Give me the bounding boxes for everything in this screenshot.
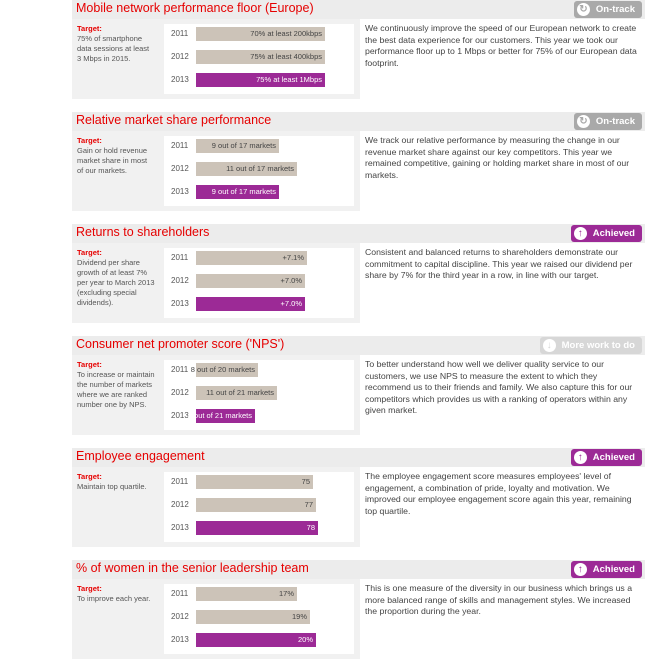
bar: [190, 363, 258, 377]
bar-label: 77: [304, 500, 313, 509]
bar-row: [164, 587, 354, 601]
status-badge: [574, 113, 642, 130]
year-label: 2011: [171, 141, 189, 150]
bar-label: 78: [306, 523, 315, 532]
target-panel: [72, 579, 360, 659]
bar-label: 11 out of 17 markets: [226, 164, 294, 173]
arrow-up-icon: ↑: [574, 563, 587, 576]
bar: [196, 610, 310, 624]
target-value: Maintain top quartile.: [77, 482, 147, 491]
bar: [196, 139, 279, 153]
bar-label: 17%: [278, 589, 294, 598]
target-text: [77, 584, 155, 604]
year-label: 2012: [171, 164, 189, 173]
target-panel: [72, 131, 360, 211]
target-label: Target:: [77, 136, 102, 145]
bar-label: 75% at least 400kbps: [250, 52, 322, 61]
section-header: [72, 224, 645, 243]
year-label: 2012: [171, 276, 189, 285]
section-description: The employee engagement score measures employees' level of engagement, a combination of pride, loyalty and motivation. We improved our employee engagement score again this year, remaining top quartile.: [365, 471, 632, 516]
kpi-section: [72, 336, 645, 438]
target-value: 75% of smartphone data sessions at least 3 Mbps in 2015.: [77, 34, 150, 63]
bar-label: 9 out of 17 markets: [211, 141, 276, 150]
bar-row: [164, 297, 354, 311]
status-label: More work to do: [561, 340, 635, 351]
bar: [196, 297, 305, 311]
section-title: Consumer net promoter score ('NPS'): [76, 337, 285, 351]
bar-row: [164, 185, 354, 199]
bar-chart: [164, 24, 354, 94]
bar-row: [164, 139, 354, 153]
bar-row: [164, 633, 354, 647]
target-label: Target:: [77, 360, 102, 369]
bar-row: [164, 498, 354, 512]
bar-row: [164, 475, 354, 489]
year-label: 2011: [171, 589, 189, 598]
year-label: 2012: [171, 500, 189, 509]
bar: [196, 274, 305, 288]
section-description: Consistent and balanced returns to shareholders demonstrate our commitment to capital discipline. This year we raised our dividend per share by 7% for the third year in a row, in line with our target.: [365, 247, 633, 280]
section-title: % of women in the senior leadership team: [76, 561, 309, 575]
target-value: To improve each year.: [77, 594, 151, 603]
status-badge: [540, 337, 642, 354]
target-panel: [72, 243, 360, 323]
bar: [196, 185, 279, 199]
bar: [196, 251, 307, 265]
target-text: [77, 136, 155, 176]
target-value: Gain or hold revenue market share in most of our markets.: [77, 146, 148, 175]
bar-label: +7.1%: [282, 253, 304, 262]
target-text: [77, 472, 155, 492]
bar-chart: [164, 472, 354, 542]
arrow-down-icon: ↓: [543, 339, 556, 352]
target-label: Target:: [77, 584, 102, 593]
section-description: We continuously improve the speed of our European network to create the best data experience for our customers. This year we took our performance floor up to 1 Mbps or better for 75% of our European data footprint.: [365, 23, 637, 68]
bar-row: [164, 386, 354, 400]
year-label: 2012: [171, 52, 189, 61]
target-panel: [72, 355, 360, 435]
bar-chart: [164, 248, 354, 318]
bar-label: 9 out of 17 markets: [211, 187, 276, 196]
status-label: Achieved: [592, 452, 635, 463]
section-header: [72, 0, 645, 19]
bar-row: [164, 162, 354, 176]
arrow-up-icon: ↑: [574, 227, 587, 240]
bar-row: [164, 521, 354, 535]
section-description: This is one measure of the diversity in our business which brings us a more balanced range of skills and management styles. We increased the proportion during the year.: [365, 583, 633, 616]
status-badge: [574, 1, 642, 18]
year-label: 2011: [171, 477, 189, 486]
bar-row: [164, 27, 354, 41]
bar: [196, 386, 277, 400]
kpi-section: [72, 112, 645, 214]
bar: [196, 50, 325, 64]
target-panel: [72, 467, 360, 547]
year-label: 2013: [171, 523, 189, 532]
section-title: Mobile network performance floor (Europe): [76, 1, 314, 15]
bar-chart: [164, 360, 354, 430]
bar-label: +7.0%: [280, 299, 302, 308]
kpi-section: [72, 448, 645, 550]
status-label: Achieved: [592, 564, 635, 575]
status-label: On-track: [595, 4, 635, 15]
status-label: Achieved: [592, 228, 635, 239]
bar-label: 75% at least 1Mbps: [256, 75, 322, 84]
target-panel: [72, 19, 360, 99]
bar-row: [164, 73, 354, 87]
section-header: [72, 336, 645, 355]
bar: [196, 73, 325, 87]
year-label: 2011: [171, 253, 189, 262]
bar: [187, 409, 255, 423]
section-title: Returns to shareholders: [76, 225, 210, 239]
bar-row: [164, 610, 354, 624]
target-value: Dividend per share growth of at least 7% per year to March 2013 (excluding special dividends).: [77, 258, 155, 307]
bar-label: 20%: [297, 635, 313, 644]
year-label: 2011: [171, 29, 189, 38]
bar-row: [164, 50, 354, 64]
year-label: 2011: [171, 365, 189, 374]
section-title: Employee engagement: [76, 449, 205, 463]
target-text: [77, 24, 155, 64]
arrow-up-icon: ↑: [574, 451, 587, 464]
bar-row: [164, 274, 354, 288]
section-description: We track our relative performance by measuring the change in our revenue market share against our key competitors. This year we remained competitive, gaining or holding market share in most of our markets.: [365, 135, 630, 180]
bar-label: +7.0%: [280, 276, 302, 285]
status-badge: [571, 561, 642, 578]
status-label: On-track: [595, 116, 635, 127]
target-text: [77, 248, 155, 308]
year-label: 2013: [171, 299, 189, 308]
refresh-icon: ↻: [577, 115, 590, 128]
target-text: [77, 360, 155, 410]
bar-label: 75: [301, 477, 310, 486]
year-label: 2013: [171, 635, 189, 644]
bar: [196, 162, 297, 176]
year-label: 2013: [171, 75, 189, 84]
section-title: Relative market share performance: [76, 113, 272, 127]
status-badge: [571, 225, 642, 242]
year-label: 2013: [171, 187, 189, 196]
section-header: [72, 112, 645, 131]
section-description: To better understand how well we deliver quality service to our customers, we use NPS to measure the extent to which they recommend us to their friends and family. We also capture this for our competitors which provides us with a ranking of operators within any given market.: [365, 359, 633, 415]
kpi-section: [72, 224, 645, 326]
kpi-section: [72, 0, 645, 102]
year-label: 2012: [171, 388, 189, 397]
bar: [196, 27, 325, 41]
bar: [196, 521, 318, 535]
bar-row: [164, 251, 354, 265]
year-label: 2013: [171, 411, 189, 420]
bar-row: [164, 409, 354, 423]
bar-label: 19%: [291, 612, 307, 621]
bar: [196, 498, 316, 512]
bar-label: 70% at least 200kbps: [250, 29, 322, 38]
section-header: [72, 560, 645, 579]
bar-chart: [164, 584, 354, 654]
bar-chart: [164, 136, 354, 206]
bar-label: 8 out of 20 markets: [190, 365, 255, 374]
bar-row: [164, 363, 354, 377]
section-header: [72, 448, 645, 467]
kpi-section: [72, 560, 645, 662]
year-label: 2012: [171, 612, 189, 621]
refresh-icon: ↻: [577, 3, 590, 16]
bar: [196, 633, 316, 647]
target-value: To increase or maintain the number of markets where we are ranked number one by NPS.: [77, 370, 155, 409]
target-label: Target:: [77, 24, 102, 33]
target-label: Target:: [77, 472, 102, 481]
bar-label: 8 out of 21 markets: [187, 411, 252, 420]
status-badge: [571, 449, 642, 466]
bar-label: 11 out of 21 markets: [206, 388, 274, 397]
bar: [196, 475, 313, 489]
bar: [196, 587, 297, 601]
target-label: Target:: [77, 248, 102, 257]
